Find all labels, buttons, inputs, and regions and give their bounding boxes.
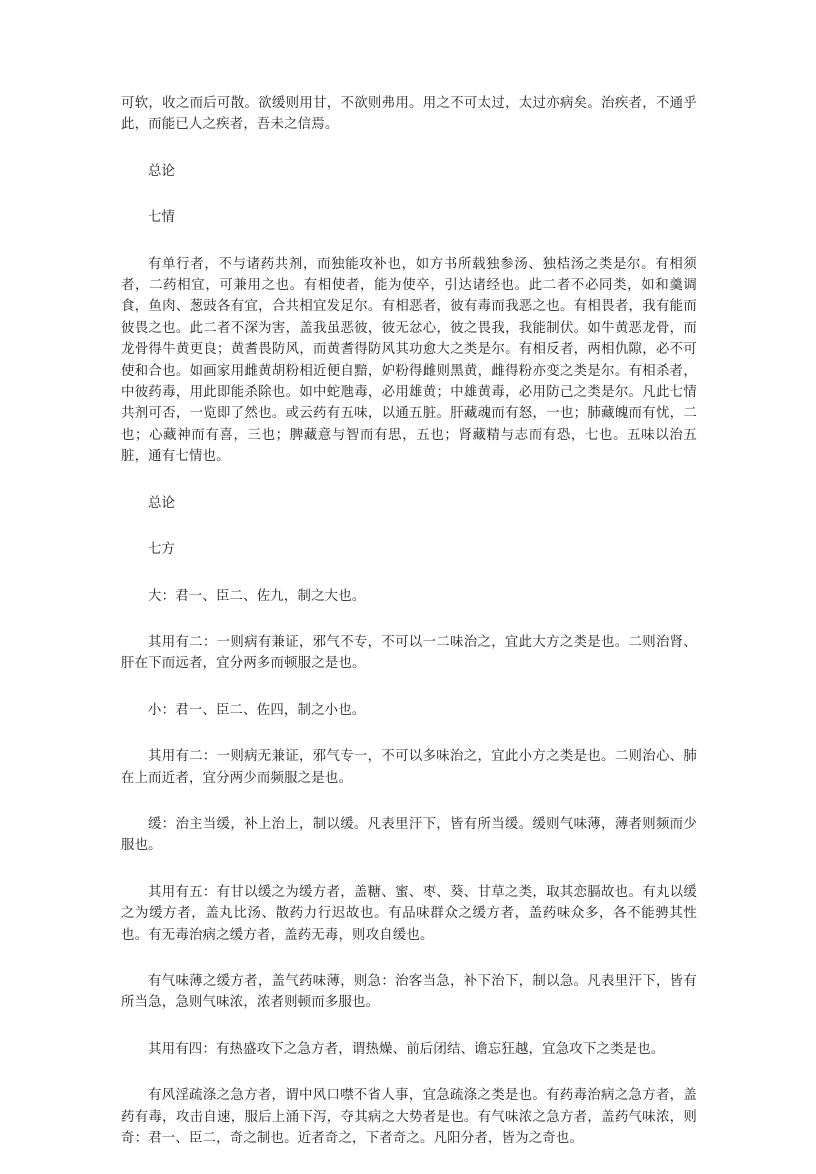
paragraph-large-uses: 其用有二：一则病有兼证，邪气不专，不可以一二味治之，宜此大方之类是也。二则治肾、肝在下而远者，宜分两多而顿服之是也。 bbox=[121, 634, 697, 672]
paragraph-small-uses: 其用有二：一则病无兼证，邪气专一，不可以多味治之，宜此小方之类是也。二则治心、肺在上而近者，宜分两少而频服之是也。 bbox=[121, 749, 697, 786]
paragraph-slow-formula: 缓：治主当缓，补上治上，制以缓。凡表里汗下，皆有所当缓。缓则气味薄，薄者则频而少服也。 bbox=[121, 816, 697, 854]
paragraph-urgent-formula: 有气味薄之缓方者，盖气药味薄，则急：治客当急，补下治下，制以急。凡表里汗下，皆有所当急，急则气味浓，浓者则顿而多服也。 bbox=[121, 973, 697, 1011]
section-heading-seven-formulas: 七方 bbox=[148, 542, 175, 558]
paragraph-seven-emotions: 有单行者，不与诸药共剂，而独能攻补也，如方书所载独参汤、独桔汤之类是尔。有相须者，二药相宜，可兼用之也。有相使者，能为使卒，引达诸经也。此二者不必同类，如和羹调食，鱼肉、葱豉各有宜，合共相宜发足尔。有相恶者，彼有毒而我恶之也。有相畏者，我有能而彼畏之也。此二者不深为害，盖我虽恶彼，彼无忿心，彼之畏我，我能制伏。如牛黄恶龙骨，而龙骨得牛黄更良；黄耆畏防风，而黄耆得防风其功愈大之类是尔。有相反者，两相仇隙，必不可使和合也。如画家用雌黄胡粉相近便自黯，妒粉得雌则黑黄，雌得粉亦变之类是尔。有相杀者，中彼药毒，用此即能杀除也。如中蛇虺毒，必用雄黄；中雄黄毒，必用防己之类是尔。凡此七情共剂可否，一览即了然也。或云药有五味，以通五脏。肝藏魂而有怒，一也；肺藏魄而有忧，二也；心藏神而有喜，三也；脾藏意与智而有思，五也；肾藏精与志而有恐，七也。五味以治五脏，通有七情也。 bbox=[121, 256, 697, 465]
section-heading-seven-emotions: 七情 bbox=[148, 210, 175, 226]
document-page bbox=[121, 93, 697, 1174]
paragraph-slow-uses: 其用有五：有甘以缓之为缓方者，盖糖、蜜、枣、葵、甘草之类，取其恋膈故也。有丸以缓之为缓方者，盖丸比汤、散药力行迟故也。有品味群众之缓方者，盖药味众多，各不能骋其性也。有无毒治病之缓方者，盖药无毒，则攻自缓也。 bbox=[121, 884, 697, 943]
section-heading-general: 总论 bbox=[148, 163, 175, 179]
paragraph-small-formula: 小：君一、臣二、佐四，制之小也。 bbox=[148, 702, 366, 718]
section-heading-general: 总论 bbox=[148, 495, 175, 511]
paragraph-closing: 可软，收之而后可散。欲缓则用甘，不欲则弗用。用之不可太过，太过亦病矣。治疾者，不通乎此，而能已人之疾者，吾未之信焉。 bbox=[121, 96, 697, 133]
paragraph-odd-formula: 有风淫疏涤之急方者，谓中风口噤不省人事，宜急疏涤之类是也。有药毒治病之急方者，盖药有毒，攻击自速，服后上涌下泻，夺其病之大势者是也。有气味浓之急方者，盖药气味浓，则奇：君一、臣二，奇之制也。近者奇之，下者奇之。凡阳分者，皆为之奇也。 bbox=[121, 1088, 697, 1146]
paragraph-large-formula: 大：君一、臣二、佐九，制之大也。 bbox=[148, 588, 366, 604]
paragraph-urgent-uses: 其用有四：有热盛攻下之急方者，谓热燥、前后闭结、谵忘狂越，宜急攻下之类是也。 bbox=[148, 1041, 665, 1057]
